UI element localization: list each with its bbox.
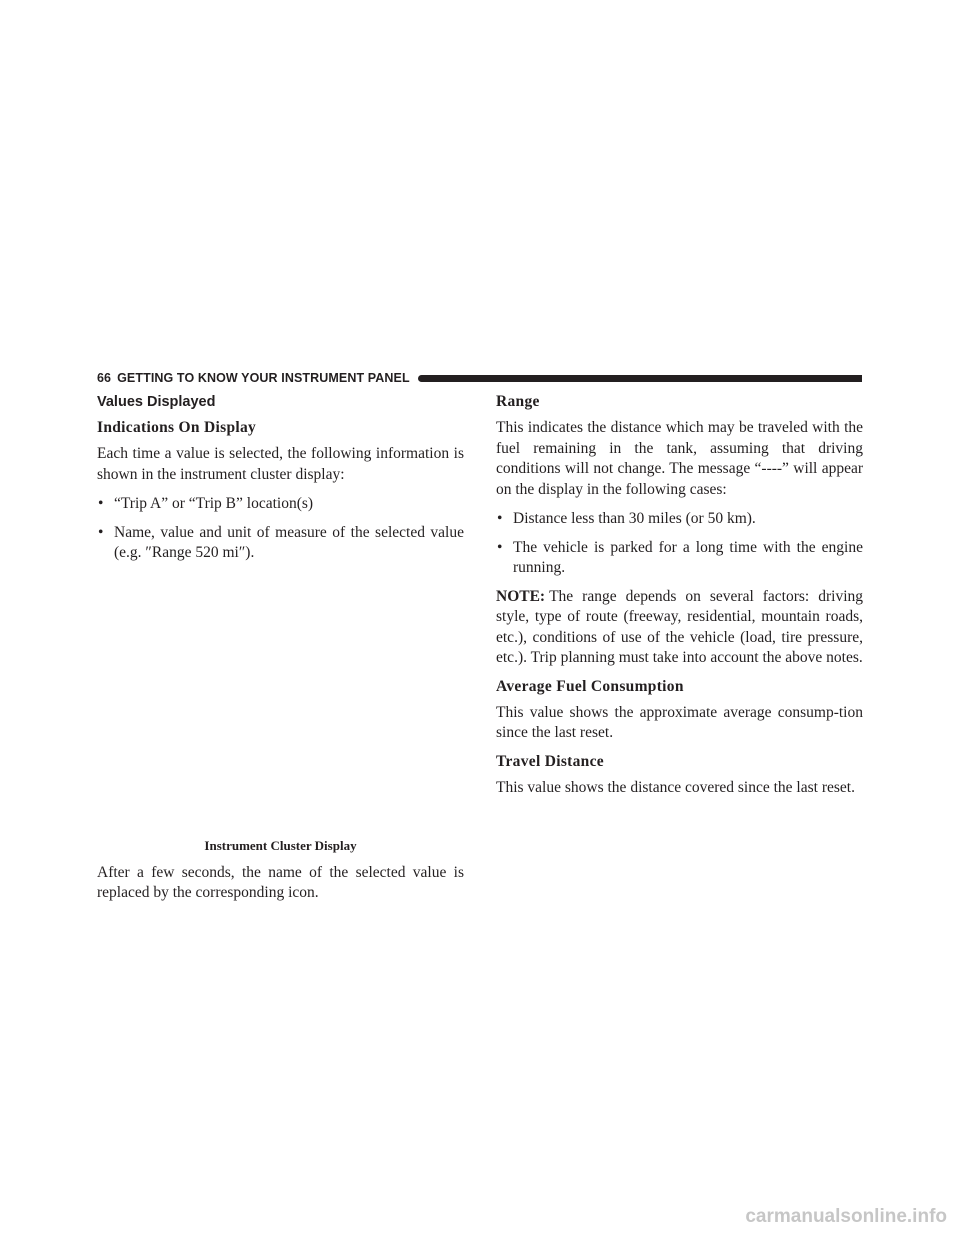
list-item-text: The vehicle is parked for a long time with the engine running. xyxy=(513,538,863,576)
average-fuel-consumption-paragraph: This value shows the approximate average consump-tion since the last reset. xyxy=(496,703,863,741)
instrument-cluster-figure xyxy=(97,572,464,838)
range-paragraph: This indicates the distance which may be traveled with the fuel remaining in the tank, assuming that driving conditions will not change. The message “----” will appear on the display in the following cases: xyxy=(496,419,863,498)
travel-distance-heading: Travel Distance xyxy=(496,752,604,770)
travel-distance-paragraph: This value shows the distance covered since the last reset. xyxy=(496,778,855,796)
left-column xyxy=(97,393,464,913)
list-item-text: Name, value and unit of measure of the selected value (e.g. ″Range 520 mi″). xyxy=(114,523,464,561)
list-item xyxy=(97,523,464,564)
bullet-icon: • xyxy=(98,523,104,541)
list-item xyxy=(496,538,863,579)
figure-caption: Instrument Cluster Display xyxy=(204,837,357,853)
list-item-text: Distance less than 30 miles (or 50 km). xyxy=(513,510,756,527)
header-rule xyxy=(418,375,862,382)
indications-bullet-list xyxy=(97,494,464,564)
note-text: The range depends on several factors: driving style, type of route (freeway, residential, mountain roads, etc.), conditions of use of the vehicle (load, tire pressure, etc.). Trip planning must take into account the above notes. xyxy=(496,587,863,666)
range-bullet-list xyxy=(496,509,863,579)
bullet-icon: • xyxy=(98,495,104,512)
average-fuel-consumption-heading: Average Fuel Consumption xyxy=(496,677,684,695)
range-heading: Range xyxy=(496,393,540,410)
bullet-icon: • xyxy=(497,538,503,556)
list-item xyxy=(496,509,863,530)
section-title: GETTING TO KNOW YOUR INSTRUMENT PANEL xyxy=(117,371,410,385)
watermark: carmanualsonline.info xyxy=(745,1206,947,1227)
indications-intro-paragraph: Each time a value is selected, the following information is shown in the instrument cluster display: xyxy=(97,445,464,483)
right-column xyxy=(496,393,863,807)
indications-on-display-heading: Indications On Display xyxy=(97,419,257,436)
values-displayed-heading: Values Displayed xyxy=(97,394,216,410)
note-label: NOTE: xyxy=(496,587,546,605)
page-number: 66 xyxy=(97,371,112,385)
page-header xyxy=(97,369,862,387)
list-item xyxy=(97,494,464,515)
bullet-icon: • xyxy=(497,510,503,527)
after-figure-paragraph: After a few seconds, the name of the selected value is replaced by the corresponding icon. xyxy=(97,863,464,901)
list-item-text: “Trip A” or “Trip B” location(s) xyxy=(114,495,314,512)
range-note-paragraph xyxy=(496,587,863,669)
